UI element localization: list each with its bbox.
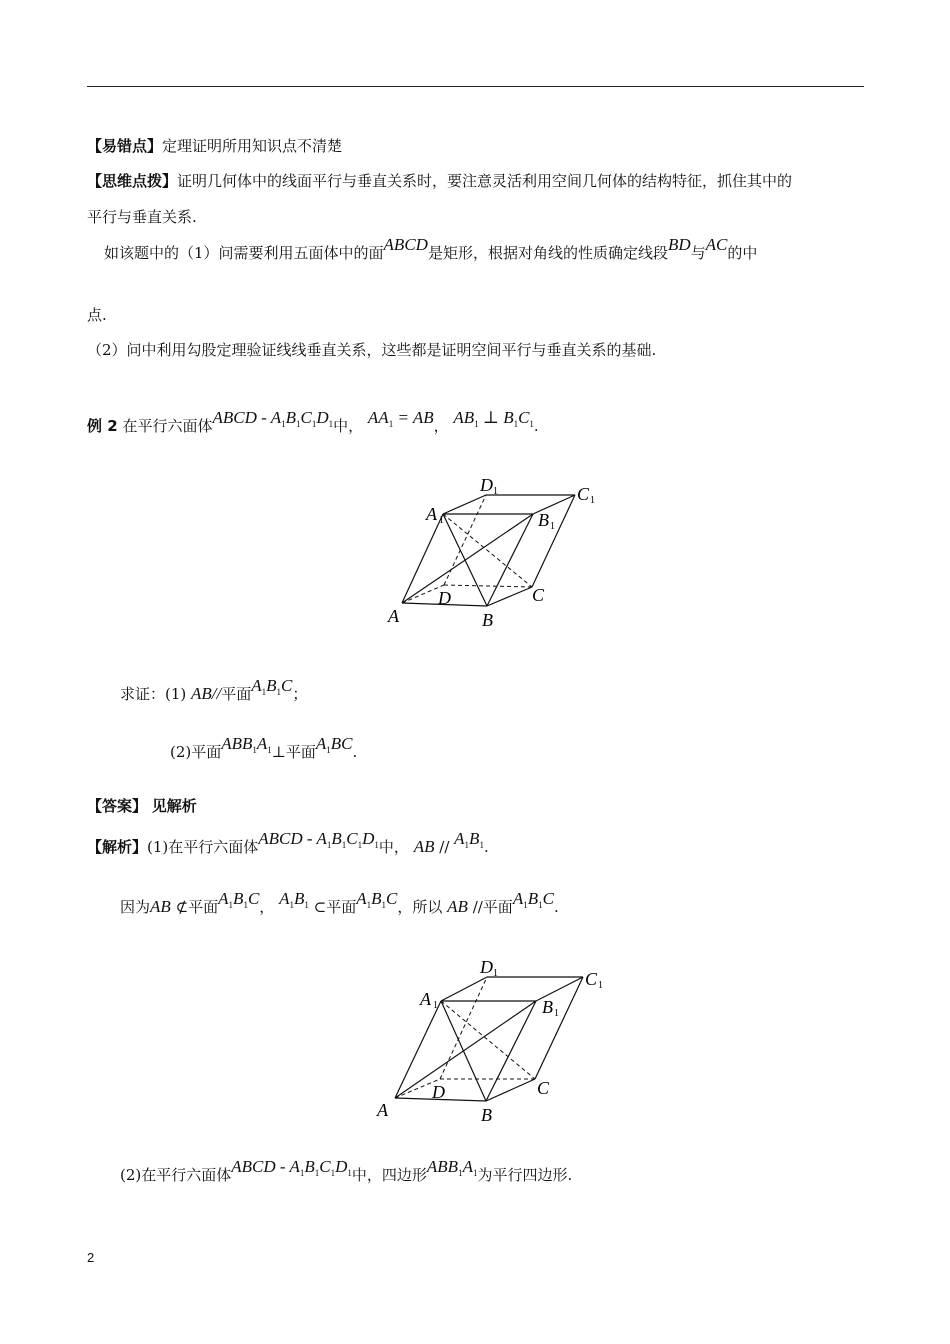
example-text: . — [533, 417, 539, 435]
math-prism: ABCD - $A_1B_1C_1D_1$ — [258, 829, 379, 850]
label-D1: D — [480, 475, 493, 495]
math-seg: BD — [667, 235, 691, 254]
analysis-text: ， — [259, 898, 275, 916]
note-text: 点. — [87, 306, 107, 324]
prove-text: . — [352, 743, 358, 761]
label-B: B — [482, 610, 493, 630]
example-label: 例 2 — [87, 417, 118, 435]
math-abb1a1: $ABB_1A_1$ — [426, 1157, 478, 1178]
math-ab: AB — [413, 837, 435, 856]
math-seg: AC — [705, 235, 728, 254]
sub: 1 — [598, 980, 603, 991]
sub: 1 — [590, 495, 595, 506]
thinking-line-2 — [87, 207, 197, 227]
label-B: B — [481, 1105, 492, 1125]
analysis-text: //平面 — [472, 898, 513, 916]
thinking-text-1: 证明几何体中的线面平行与垂直关系时，要注意灵活利用空间几何体的结构特征，抓住其中的 — [177, 172, 793, 190]
mistake-tag: 【易错点】 — [87, 137, 163, 155]
analysis-line-2 — [120, 889, 559, 923]
mistake-text: 定理证明所用知识点不清楚 — [162, 137, 343, 155]
prove-text: (2)平面 — [170, 743, 222, 761]
thinking-text-2: 平行与垂直关系. — [87, 208, 197, 226]
label-C: C — [532, 585, 545, 605]
math-plane-a1b1c: $A_1B_1C$ — [251, 676, 293, 697]
analysis-text: ⊂平面 — [313, 898, 357, 916]
math-a1b1c: $A_1B_1C$ — [356, 889, 398, 910]
sub: 1 — [493, 486, 498, 497]
sub: 1 — [433, 1000, 438, 1011]
analysis-text: // — [439, 838, 450, 856]
sub: 1 — [439, 515, 444, 526]
math-prism: ABCD - $A_1B_1C_1D_1$ — [212, 408, 334, 429]
math-ab1-perp: $AB_1$ ⊥ $B_1C_1$ — [453, 408, 534, 429]
answer-text: 见解析 — [151, 797, 197, 815]
example-text: ， — [433, 417, 449, 435]
label-B1: B — [542, 997, 553, 1017]
analysis-text: 因为 — [120, 898, 151, 916]
math-a1b1c: $A_1B_1C$ — [218, 889, 260, 910]
analysis-text: (1)在平行六面体 — [147, 838, 259, 856]
example-text: 中， — [333, 417, 364, 435]
label-D1: D — [480, 957, 493, 977]
label-C1: C — [577, 484, 590, 504]
parallelepiped-figure-2 — [370, 955, 620, 1127]
prove-text: ⊥平面 — [271, 743, 316, 761]
analysis-line-1 — [87, 829, 489, 863]
math-a1b1c: $A_1B_1C$ — [512, 889, 554, 910]
label-A1: A — [420, 989, 431, 1009]
label-A1: A — [426, 504, 437, 524]
header-rule — [87, 86, 864, 87]
prove-text: 平面 — [221, 685, 252, 703]
thinking-line-1 — [87, 171, 792, 191]
analysis-text: 为平行四边形. — [477, 1166, 573, 1184]
label-C: C — [537, 1078, 550, 1098]
label-B1: B — [538, 510, 549, 530]
label-C1: C — [585, 969, 598, 989]
label-D: D — [438, 588, 451, 608]
prove-line-2 — [170, 734, 358, 768]
note-text: 如该题中的（1）问需要利用五面体中的面 — [104, 244, 384, 262]
analysis-text: 中，四边形 — [351, 1166, 427, 1184]
label-A: A — [388, 606, 399, 626]
math-ab: AB — [150, 897, 171, 916]
note-line-2 — [87, 305, 107, 325]
mistake-line — [87, 136, 342, 156]
note-line-3 — [87, 340, 656, 360]
note-text: 与 — [690, 244, 706, 262]
analysis-tag: 【解析】 — [87, 838, 148, 856]
analysis-text: . — [483, 838, 489, 856]
math-plane-a1bc: $A_1BC$ — [315, 734, 353, 755]
page-number: 2 — [87, 1250, 95, 1265]
math-prism: ABCD - $A_1B_1C_1D_1$ — [231, 1157, 352, 1178]
analysis-text: ⊄平面 — [175, 898, 219, 916]
answer-line — [87, 796, 197, 816]
math-plane-abb1a1: $ABB_1A_1$ — [221, 734, 272, 755]
math-ab-parallel: AB// — [191, 684, 222, 703]
parallelepiped-figure-1 — [380, 470, 620, 635]
label-D: D — [432, 1082, 445, 1102]
note-text: 的中 — [727, 244, 758, 262]
note-text: （2）问中利用勾股定理验证线线垂直关系，这些都是证明空间平行与垂直关系的基础. — [87, 341, 657, 359]
analysis-text: (2)在平行六面体 — [120, 1166, 232, 1184]
prove-intro: 求证：(1) — [120, 685, 187, 703]
math-face: ABCD — [383, 235, 428, 254]
example2-line — [87, 408, 539, 442]
example-text: 在平行六面体 — [122, 417, 213, 435]
analysis-text: 中， — [378, 838, 409, 856]
math-a1b1: $A_1B_1$ — [279, 889, 309, 910]
sub: 1 — [554, 1008, 559, 1019]
math-aa1-ab: $AA_1$ = AB — [367, 408, 434, 429]
note-line-1 — [104, 235, 758, 263]
analysis-line-3 — [120, 1157, 573, 1191]
note-text: 是矩形，根据对角线的性质确定线段 — [427, 244, 668, 262]
thinking-tag: 【思维点拨】 — [87, 172, 178, 190]
sub: 1 — [550, 521, 555, 532]
analysis-text: ，所以 — [397, 898, 443, 916]
analysis-text: . — [553, 898, 559, 916]
label-A: A — [377, 1100, 388, 1120]
sub: 1 — [493, 968, 498, 979]
math-ab: AB — [447, 897, 468, 916]
prove-line-1 — [120, 676, 308, 710]
prove-text: ； — [292, 685, 308, 703]
answer-tag: 【答案】 — [87, 797, 148, 815]
math-a1b1: $A_1B_1$ — [454, 829, 484, 850]
